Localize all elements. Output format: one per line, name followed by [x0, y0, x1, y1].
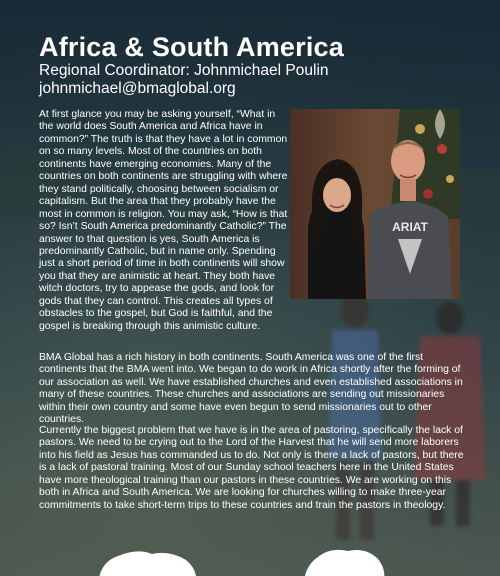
body-paragraph-3: Currently the biggest problem that we have is in the area of pastoring, specifically the lack of pastors. We need to be crying out to the Lord of the Harvest that he will send more laborers into his field as Jesus has commanded us to do. Not only is there a lack of pastors, but there is a lack of pastoral training. Most of our Sunday school teachers here in the United States have more theological training than our pastors in these countries. We are working on this both in Africa and South America. We are looking for churches willing to make three-year commitments to take short-term trips to these countries and train the pastors in theology. [39, 425, 464, 511]
body-paragraph-1: At first glance you may be asking yourself, “What in the world does South America and Africa have in common?” The truth is that they have a lot in common on so many levels. Most of the countries on both continents have emerging economies. Many of the countries on both continents are struggling with where they stand politically, choosing between socialism or capitalism. But the area that they probably have the most in common is religion. You may ask, “How is that so? Isn’t South America predominantly Catholic?” The answer to that question is yes, South America is predominantly Catholic, but in name only. Spending just a short period of time in both continents will show you that they are animistic at heart. They both have witch doctors, try to appease the gods, and look for gods that they can control. This creates all types of obstacles to the gospel, but God is faithful, and the gospel is breaking through this animistic culture. [39, 109, 288, 332]
coordinator-photo [290, 109, 460, 299]
continent-shape-south-america [90, 544, 200, 576]
coordinator-email[interactable]: johnmichael@bmaglobal.org [39, 80, 236, 97]
body-paragraph-2: BMA Global has a rich history in both continents. South America was one of the first continents that the BMA went into. We began to do work in Africa shortly after the forming of our association as well. We have established churches and even established associations in many of these countries. These churches and associations are sending out missionaries within their own country and some have even begun to send missionaries out to other countries. [39, 352, 463, 426]
coordinator-line: Regional Coordinator: Johnmichael Poulin [39, 62, 329, 79]
continent-shape-africa [300, 545, 390, 576]
photo-illustration [290, 109, 460, 299]
page-title: Africa & South America [39, 32, 344, 62]
shirt-logo-text: ARIAT [392, 220, 428, 234]
